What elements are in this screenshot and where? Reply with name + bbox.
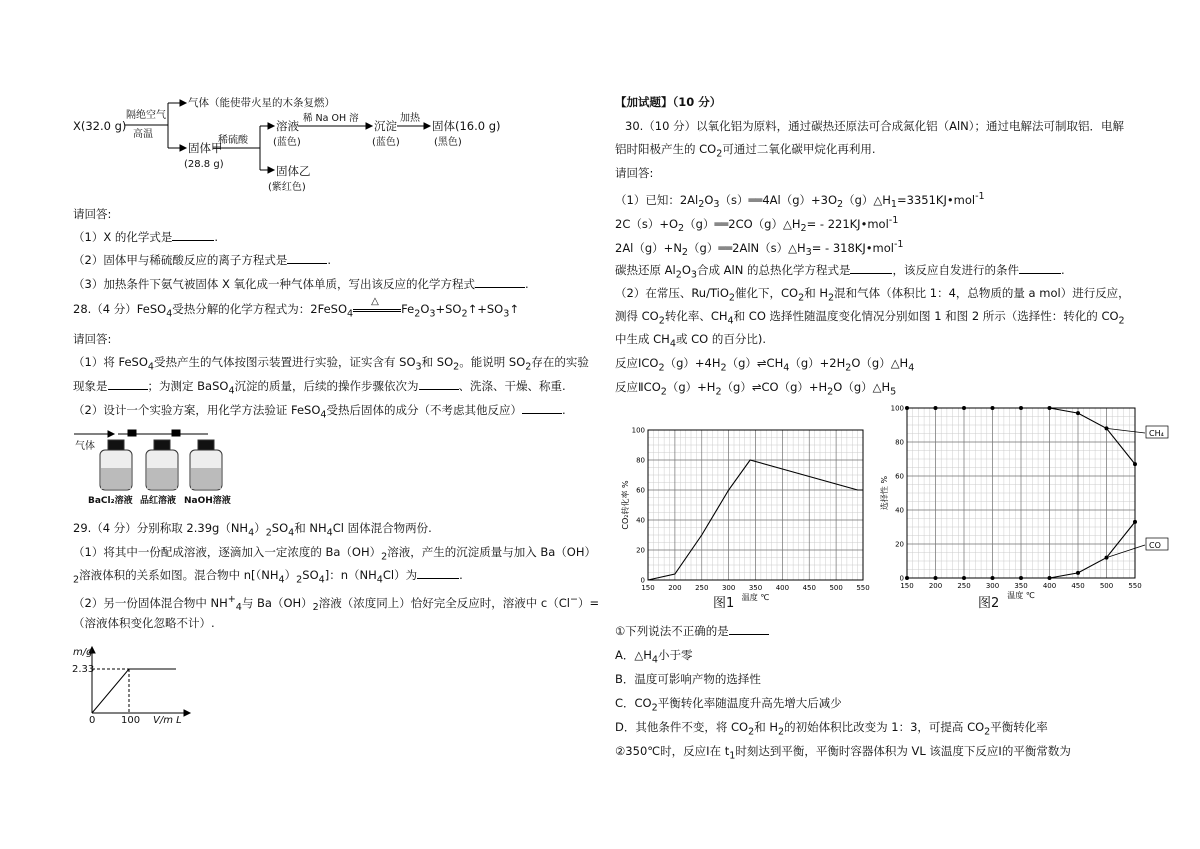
x-tick-label: 350: [748, 584, 763, 592]
naoh-label: 稀 Na OH 溶: [303, 113, 359, 124]
q27-line3: （3）加热条件下氨气被固体 X 氧化成一种气体单质，写出该反应的化学方程式 .: [73, 277, 529, 291]
gas-label: 气体（能使带火星的木条复燃）: [188, 97, 335, 109]
x-tick-label: 150: [900, 582, 914, 590]
figure-1-chart: [615, 420, 890, 620]
bottle-pinhong: [146, 440, 178, 490]
data-point: [991, 576, 995, 580]
data-point: [1133, 520, 1137, 524]
x-tick-label: 150: [641, 584, 655, 592]
q28-prompt: 请回答:: [73, 332, 112, 346]
solid-jia-mass: (28.8 g): [184, 159, 224, 170]
q27-prompt: 请回答:: [73, 207, 112, 221]
solid-final-color: (黑色): [434, 137, 462, 148]
q30-p1: 30.（10 分）以氧化铝为原料，通过碳热还原法可合成氮化铝（AlN）；通过电解法可制取铝．电解: [625, 119, 1124, 133]
solid-jia: 固体甲: [188, 141, 223, 155]
data-point: [934, 406, 938, 410]
y-tick-label: 40: [636, 516, 645, 525]
q30-p4: 测得 $CO_2$转化率、$CH_4$和 CO 选择性随温度变化情况分别如图 1 和图 2 所示（选择性：转化的 $CO_2$: [615, 309, 1125, 327]
solid-yi: 固体乙: [276, 164, 311, 178]
q29-heading: 29.（4 分）分别称取 $2.39g(NH_4)_2SO_4$和 $NH_4Cl$ 固体混合物两份.: [73, 521, 432, 539]
q30-p2: 铝时阳极产生的 $CO_2$可通过二氧化碳甲烷化再利用.: [615, 142, 876, 160]
q27-line2: （2）固体甲与稀硫酸反应的离子方程式是 .: [73, 253, 331, 267]
q29-line1: （1）将其中一份配成溶液，逐滴加入一定浓度的 $Ba(OH)_2$溶液，产生的沉淀质量与加入 Ba（OH）: [73, 545, 597, 563]
x-tick-label: 350: [1014, 582, 1028, 590]
y-tick-label: 20: [636, 546, 645, 555]
q30-s1: 碳热还原 $Al_2O_3$合成 AlN 的总热化学方程式是 ，该反应自发进行的条件 .: [615, 263, 1065, 281]
q30-sub2: ②350℃时，反应Ⅰ在 $t_1$时刻达到平衡，平衡时容器体积为 VL 该温度下反应Ⅰ的平衡常数为: [615, 744, 1071, 762]
bottle1-label: BaCl₂溶液: [88, 496, 133, 506]
y-tick-label: 0: [899, 574, 904, 583]
q28-line1: （1）将 FeSO$_4$受热产生的气体按图示装置进行实验，证实含有 $SO_3$和 $SO_2$。能说明 $SO_2$存在的实验: [73, 355, 589, 373]
delta-sign: △: [371, 296, 379, 307]
x-tick-label: 450: [1071, 582, 1085, 590]
x-tick-label: 250: [695, 584, 709, 592]
right-column: [600, 0, 1200, 849]
y-tick-label: 40: [895, 506, 904, 515]
x-tick-label: 200: [928, 582, 943, 590]
legend-label-0: CH₄: [1149, 429, 1164, 438]
solution-label: 溶液: [276, 119, 299, 133]
eq1: （1）已知：$2Al_2O_3(s)══4Al(g)+3O_2(g)\triangle H_1=3351KJ•mol^{-1}$: [615, 191, 985, 211]
x-tick-label: 400: [1042, 582, 1057, 590]
x-tick-label: 500: [829, 584, 843, 592]
option-c: C．$CO_2$平衡转化率随温度升高先增大后减少: [615, 696, 842, 714]
x-tick-label: 450: [802, 584, 816, 592]
x-tick-label: 200: [668, 584, 682, 592]
q29-line2: $_2$溶液体积的关系如图。混合物中 $n[(NH_4)_2SO_4]$：$n(NH_4Cl)$为 .: [73, 568, 463, 586]
option-a: A．$\triangle H_4$小于零: [615, 648, 693, 666]
option-d: D．其他条件不变，将 $CO_2$和 $H_2$的初始体积比改变为 1：3，可提高 $CO_2$平衡转化率: [615, 720, 1048, 738]
data-point: [962, 406, 966, 410]
acid-label: 稀硫酸: [218, 135, 248, 146]
y-tick-label: 60: [895, 472, 904, 481]
option-b: B．温度可影响产物的选择性: [615, 672, 761, 686]
data-point: [1076, 411, 1080, 415]
y-tick-label: 100: [890, 404, 904, 413]
q28-line2: 现象是 ；为测定 BaSO$_4$沉淀的质量，后续的操作步骤依次为 、洗涤、干燥、称重.: [73, 379, 566, 397]
bottle-naoh: [190, 440, 222, 490]
data-point: [934, 576, 938, 580]
graph-y-val: 2.33: [72, 664, 95, 675]
graph-x1: 100: [121, 715, 141, 726]
q30-prompt: 请回答:: [615, 166, 654, 180]
eq3: $2Al(g)+N_2(g)══2AlN(s)\triangle H_3=$ - 318KJ•mol$^{-1}$: [615, 239, 904, 259]
y-tick-label: 100: [631, 426, 645, 435]
x-axis-label: 温度 ℃: [1007, 591, 1035, 600]
graph-x-label: V/m L: [153, 715, 182, 726]
precip-color: (蓝色): [372, 137, 400, 148]
y-tick-label: 0: [640, 576, 645, 585]
data-point: [1048, 406, 1052, 410]
x-tick-label: 300: [985, 582, 1000, 590]
x-tick-label: 300: [721, 584, 736, 592]
x-tick-label: 400: [775, 584, 790, 592]
data-point: [1076, 571, 1080, 575]
fig2-caption: 图2: [978, 596, 1000, 611]
y-axis-label: CO₂转化率 %: [621, 480, 630, 530]
q29-line4: （溶液体积变化忽略不计）.: [73, 616, 215, 630]
cond-top: 隔绝空气: [126, 110, 166, 121]
data-point: [991, 406, 995, 410]
x-tick-label: 550: [856, 584, 870, 592]
q30-sub1: ①下列说法不正确的是: [615, 624, 769, 638]
graph-y-label: m/g: [73, 647, 93, 658]
x-tick-label: 250: [957, 582, 971, 590]
data-point: [905, 576, 909, 580]
data-point: [1019, 576, 1023, 580]
y-tick-label: 80: [895, 438, 904, 447]
data-point: [905, 406, 909, 410]
data-point: [1048, 576, 1052, 580]
y-axis-label: 选择性 %: [880, 475, 889, 511]
q30-p3: （2）在常压、Ru/TiO$_2$催化下，$CO_2$和 $H_2$混和气体（体积比 1：4，总物质的量 a mol）进行反应，: [615, 286, 1130, 304]
x-mass-label: X(32.0 g): [73, 119, 127, 133]
y-tick-label: 20: [895, 540, 904, 549]
y-tick-label: 60: [636, 486, 645, 495]
q27-line1: （1）X 的化学式是 .: [73, 230, 219, 244]
data-point: [962, 576, 966, 580]
section-title: 【加试题】（10 分）: [615, 95, 722, 109]
cond-bottom: 高温: [133, 129, 153, 140]
solid-final: 固体(16.0 g): [432, 119, 501, 133]
heat-label: 加热: [400, 113, 420, 124]
eq2: $2C(s)+O_2(g)══2CO(g)\triangle H_2=$ - 221KJ•mol$^{-1}$: [615, 215, 899, 235]
q29-line3: （2）另一份固体混合物中 $NH^+_4$与 $Ba(OH)_2$溶液（浓度同上）恰好完全反应时，溶液中 c（Cl−）=: [73, 594, 600, 614]
bottle-bacl2: [100, 440, 132, 490]
gas-inlet-label: 气体: [75, 441, 95, 452]
q30-p5: 中生成 $CH_4$或 CO 的百分比).: [615, 332, 766, 350]
x-tick-label: 550: [1128, 582, 1142, 590]
data-point: [1019, 406, 1023, 410]
data-point: [1133, 462, 1137, 466]
legend-label-1: CO: [1149, 541, 1161, 550]
precip-label: 沉淀: [374, 119, 397, 133]
graph-x0: 0: [89, 715, 96, 726]
q28-line3: （2）设计一个实验方案，用化学方法验证 FeSO$_4$受热后固体的成分（不考虑其他反应） .: [73, 403, 566, 421]
solid-yi-color: (紫红色): [268, 182, 306, 193]
x-axis-label: 温度 ℃: [741, 593, 770, 602]
bottle3-label: NaOH溶液: [184, 496, 231, 506]
reaction-1: 反应$ⅠCO_2(g)+4H_2(g)\rightleftharpoons CH_4(g)+2H_2O(g)\triangle H_4$: [615, 356, 915, 374]
bottle2-label: 品红溶液: [140, 496, 177, 506]
figure-2-chart: [880, 398, 1175, 600]
fig1-caption: 图1: [713, 596, 735, 611]
x-tick-label: 500: [1099, 582, 1114, 590]
reaction-2: 反应$ⅡCO_2(g)+H_2(g)\rightleftharpoons CO(g)+H_2O(g)\triangle H_5$: [615, 380, 897, 398]
y-tick-label: 80: [636, 456, 645, 465]
solution-color: (蓝色): [273, 137, 301, 148]
q28-heading: 28.（4 分）FeSO$_4$受热分解的化学方程式为：2FeSO$_4$ △ $Fe_2O_3+SO_2↑+SO_3↑$: [73, 296, 519, 320]
